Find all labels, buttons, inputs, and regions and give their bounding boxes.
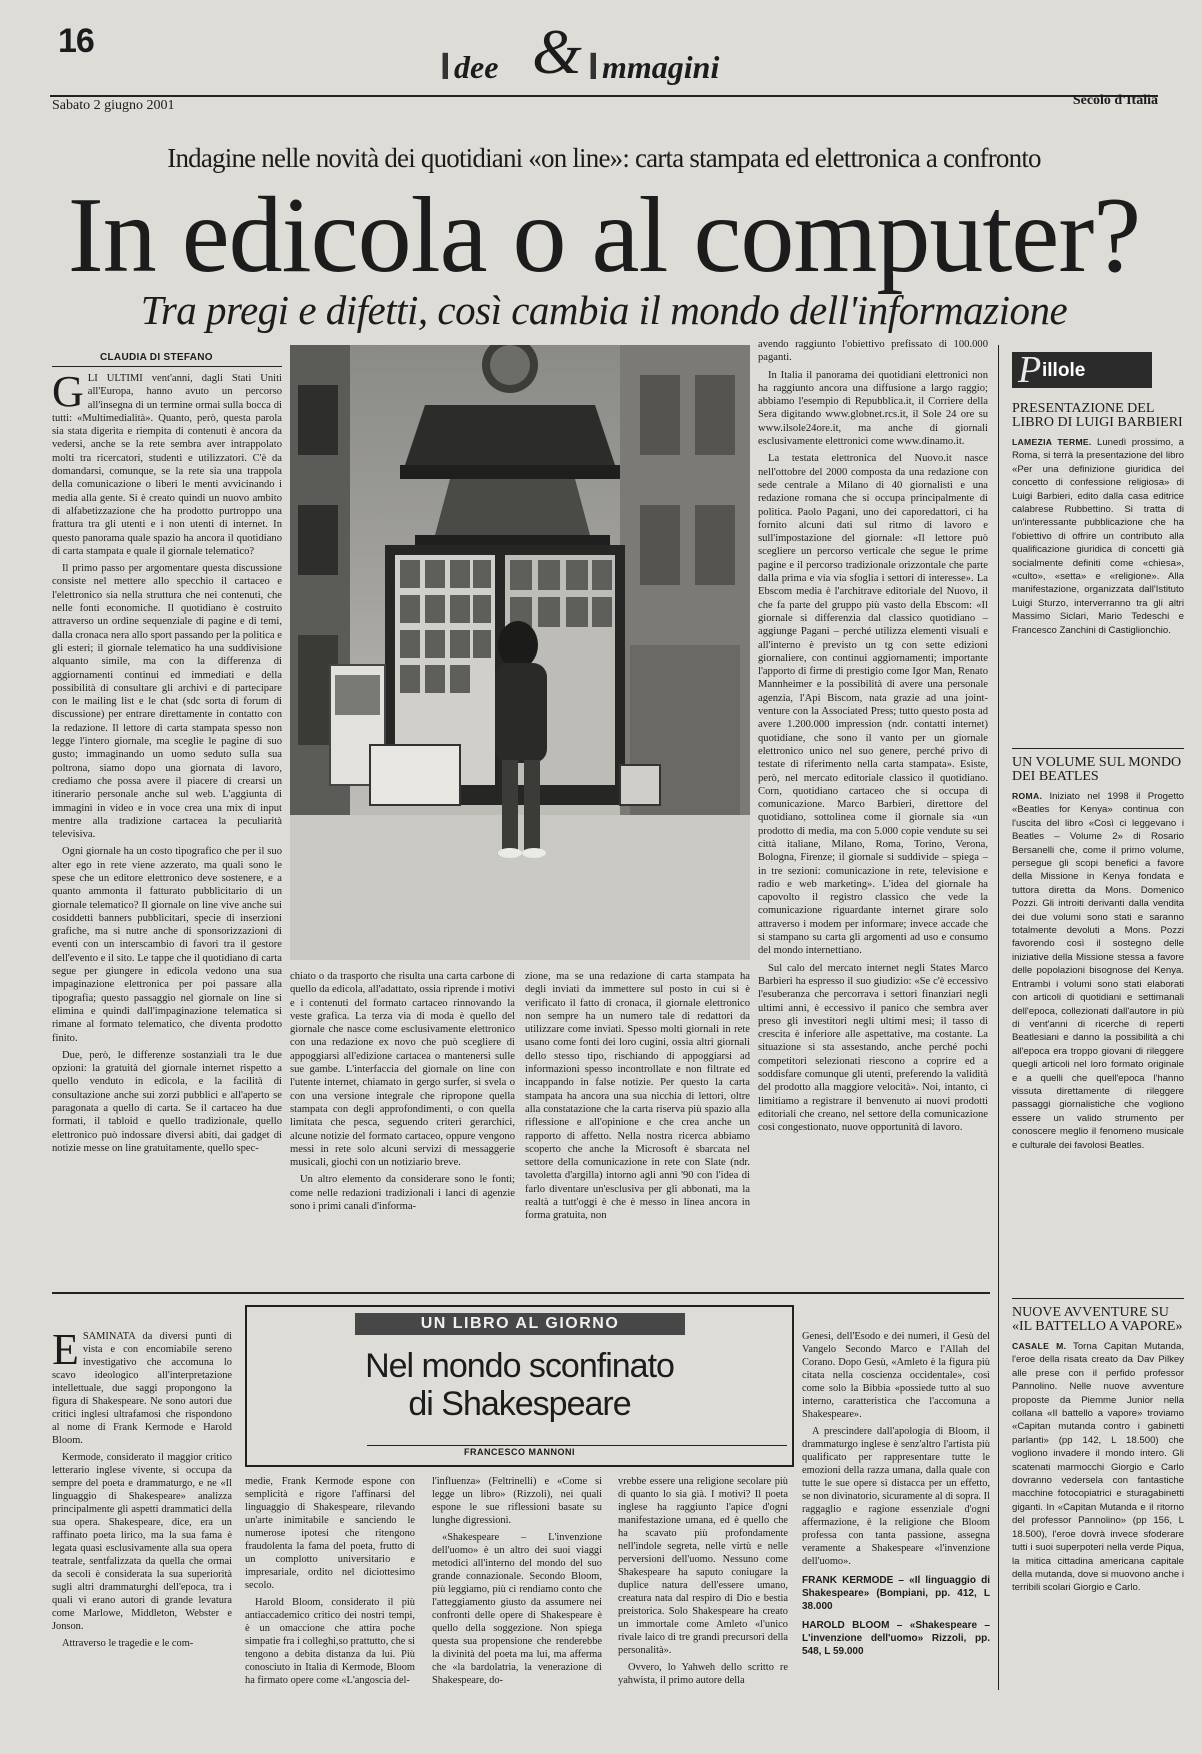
kiosk-illustration — [290, 345, 750, 960]
article-paragraph: Il primo passo per argomentare questa discussione consiste nel mettere allo specchio il cartaceo e l'elettronico sia nella struttura che nei contenuti, che nelle fonti economiche. Il quotidiano è costruito attraverso un ordine sequenziale di pagine e di temi, dalla cronaca nera allo sport passando per la politica e gli esteri; il giornale telematico ha una suddivisione alquanto simile, ma con la differenza di aggiornamenti continui ed immediati e della possibilità di consultare gli archivi e di partecipare con le mailing list e le chat (sdc sorta di forum di discussione) per entrare direttamente in contatto con la redazione. Il lettore di carta stampata spesso non legge l'intero giornale, ma sceglie le pagine di suo gusto; immaginando un uomo seduto sulla sua poltrona, siamo dopo una giornata di lavoro, crediamo che possa avere il piacere di crearsi un itinerario personale anche sul web. L'aggiunta di immagini in video e in voce crea una mix di input mentre alla tradizione cartacea la peculiarità televisiva. — [52, 563, 282, 841]
pillole-item — [1012, 1306, 1184, 1595]
sidebar-divider — [998, 345, 999, 1690]
pillole-item-title: UN VOLUME SUL MONDO DEI BEATLES — [1012, 755, 1182, 784]
pillole-item — [1012, 402, 1184, 637]
book-paragraph: l'influenza» (Feltrinelli) e «Come si legge un libro» (Rizzoli), nei quali espone le sue riflessioni basate su lunghe digressioni. — [432, 1476, 602, 1526]
sidebar-rule — [1012, 1298, 1184, 1299]
book-paragraph: Attraverso le tragedie e le com- — [62, 1638, 194, 1649]
book-author-rule — [367, 1445, 787, 1446]
section-title-word-2: mmagini — [602, 49, 720, 85]
article-paragraph: avendo raggiunto l'obiettivo prefissato di 100.000 paganti. — [758, 339, 988, 364]
pillole-logo — [1012, 349, 1152, 391]
section-title-word-1: dee — [454, 49, 499, 85]
book-banner-label: UN LIBRO AL GIORNO — [420, 1315, 620, 1332]
issue-date: Sabato 2 giugno 2001 — [52, 98, 175, 113]
book-paragraph: Kermode, considerato il maggior critico letterario inglese vivente, si occupa da sempre del poeta e drammaturgo, e ne «Il linguaggio di Shakespeare» analizza principalmente gli aspetti drammatici della sua opera. Shakespeare, dice, era un raffinato poeta lirico, ma la sua fama è legata quasi esclusivamente alla sua opera teatrale, sentfalizzata da quella che ormai da secoli è considerata la sua superiorità sugli altri drammaturghi dell'epoca, tra i quali vi erano autori di grande levatura come Marlowe, Middleton, Webster e Jonson. — [52, 1452, 232, 1632]
book-title — [247, 1347, 792, 1423]
pillole-item-title: PRESENTAZIONE DEL LIBRO DI LUIGI BARBIERI — [1012, 401, 1183, 430]
book-title-line: di Shakespeare — [408, 1385, 631, 1423]
pillole-item-body: Torna Capitan Mutanda, l'eroe della risata creato da Dav Pilkey alle prese con il perfido professor Pannolino. Nelle nuove avventure proposte da Piemme Junior nella collana «Il battello a vapore» troviamo «Capitan mutanda contro i gabinetti parlanti» (pp 142, L 18.500) che vogliono invadere il mondo intero. Gli scatenati marmocchi Giorgio e Carlo dovranno vedersela con fantastiche macchine fotocopiatrici e sturagabinetti giganti. In «Capitan Mutanda e il ritorno del professor Pannolino» (pp 156, L 18.500), l'eroe dovrà invece sfoderare tutti i suoi superpoteri nella verde Piqua, la mitica cittadina americana capitale della mutanda, dove si muovono anche i terribili scolari Giorgio e Carlo. — [1012, 1341, 1185, 1594]
pillole-item-title: NUOVE AVVENTURE SU «IL BATTELLO A VAPORE» — [1012, 1305, 1183, 1334]
book-paragraph: Genesi, dell'Esodo e dei numeri, il Gesù del Vangelo Secondo Marco e l'Allah del Corano. Dopo Gesù, «Amleto è la figura più citata nella coscienza occidentale», così come solo la Bibbia «possiede tutto al suo interno, caratteristica che l'accomuna a Shakespeare». — [802, 1331, 990, 1420]
section-title-initial-1: I — [440, 46, 451, 88]
book-column-3 — [432, 1475, 602, 1705]
article-paragraph: chiato o da trasporto che risulta una carta carbone di quello da edicola, all'adattato, ossia riprende i motivi e i contenuti del formato cartaceo rinnovando la veste grafica. La terza via di moda è quello del giornale che nasce come esclusivamente elettronico con una redazione ex novo che può scegliere di appoggiarsi all'edizione cartacea o mantenersi sulle sue gambe. L'interfaccia del giornale on line con l'utente internet, chiamato in gergo surfer, si svela o con una versione integrale che ripropone quella stampata con degli approfondimenti, o con quella limitata che pesca, seguendo criteri gerarchici, alcune notizie del formato cartaceo, oppure vengono messi in rete solo alcuni servizi di messaggerie musicali, giochi con un notiziario breve. — [290, 971, 515, 1169]
pillole-item-body: Lunedì prossimo, a Roma, si terrà la presentazione del libro «Per una definizione giuridica del concetto di confessione religiosa» di Luigi Barbieri, edito dalla casa editrice calabrese Rubbettino. Si tratta di un'interessante pubblicazione che ha l'obiettivo di offrire un contributo alla qualificazione giuridica di concetti già socialmente definiti come «chiesa», «culto», «setta» e «religione». Alla manifestazione, organizzata dall'Istituto Luigi Sturzo, interverranno tra gli altri Massimo Siclari, Mario Tedeschi e Francesco Zanchini di Castiglionchio. — [1012, 437, 1184, 636]
pillole-item-body: Iniziato nel 1998 il Progetto «Beatles for Kenya» continua con l'uscita del libro «Così ci leggevano i Beatles – Volume 2» di Rosario Bersanelli che, come il primo volume, persegue gli scopi benefici a favore della Missione in Kenya fondata e tuttora diretta da Mons. Domenico Pozzi. Gli introiti derivanti dalla vendita dei due volumi sono stati e saranno totalmente devoluti a Mons. Pozzi favorendo così il sostegno delle iniziative della Missione stessa a favore delle popolazioni bisognose del Kenya. Entrambi i volumi sono stati elaborati con articoli di quotidiani e settimanali dell'epoca, collezionati dall'autore in più di vent'anni di ricerche di reperti Beatlesiani e danno la possibilità a chi all'epoca era troppo giovani di rileggere quegli articoli nel loro formato originale e a quelli che quell'epoca l'hanno vissuta direttamente di rileggere passaggi giornalistiche che vogliono essere un valido strumento per conoscere meglio il fenomeno musicale e culturale dei favolosi Beatles. — [1012, 791, 1184, 1151]
book-banner — [355, 1313, 685, 1335]
article-column-1 — [52, 372, 282, 1282]
header-rule — [50, 95, 1158, 97]
pillole-item-lead: LAMEZIA TERME. — [1012, 437, 1092, 447]
book-title-line: Nel mondo sconfinato — [365, 1347, 674, 1385]
article-paragraph: Due, però, le differenze sostanziali tra le due opzioni: la gratuità del giornale internet rispetto a quello venduto in edicola, e la facilità di consultazione anche sui zorzi pubblici e all'aperto se paragonata a quello di carta. Se il cartaceo ha due formati, il tabloid e quello tradizionale, quello elettronico può indossare diversi abiti, dai gadget di notizie messe on line gratuitamente, quello spec- — [52, 1049, 282, 1154]
sidebar-rule — [1012, 748, 1184, 749]
article-paragraph: Sul calo del mercato internet negli States Marco Barbieri ha espresso il suo giudizio: «Se c'è eccessivo l'esuberanza che percorrava i settori finanziari negli ultimi anni, è eccessivo il panico che sembra aver preso gli investitori negli ultimi mesi; il tasso di crescita è inferiore alle aspettative, ma costante. La situazione si sta assestando, anche perché pochi competitori selezionati riescono a coprire ed a soddisfare comunque gli utenti, preferendo la validità del prodotto alla maggiore velocità». Noi, intanto, ci limitiamo a registrare il benvenuto ai nuovi prodotti editoriali che creano, nel settore della comunicazione così congestionato, nuove opportunità di lavoro. — [758, 962, 988, 1134]
pillole-item — [1012, 756, 1184, 1152]
book-column-1 — [52, 1330, 232, 1705]
article-column-2 — [290, 970, 515, 1282]
section-title — [440, 18, 800, 88]
book-dropcap: E — [52, 1330, 79, 1374]
section-title-initial-2: I — [588, 46, 599, 88]
book-paragraph: medie, Frank Kermode espone con semplicità e rigore l'affinarsi del linguaggio di Shakespeare, rilevando un'arte inimitabile e sanciendo le numerose ipotesi che ritengono fraudolenta la fama del poeta, frutto di un complotto universitario e impresariale, ordito nel diciottesimo secolo. — [245, 1476, 415, 1591]
article-dropcap: G — [52, 372, 84, 416]
book-paragraph: A prescindere dall'apologia di Bloom, il drammaturgo inglese è senz'altro l'artista più qualificato per rappresentare tutte le emozioni della razza umana, dalla quale con tutte le sue opere si distacca per un effetto, se non divinatorio, sicuramente al di sopra. Il raggaglio e ragione essenziale d'ogni affermazione, è la religione che Bloom professa con tanta passione, assegna veramente a Shakespeare «l'invenzione dell'uomo». — [802, 1426, 990, 1567]
headline-title: In edicola o al computer? — [67, 176, 1141, 295]
book-column-5 — [802, 1330, 990, 1705]
book-column-2 — [245, 1475, 415, 1705]
book-reference: HAROLD BLOOM – «Shakespeare – L'invenzione dell'uomo» Rizzoli, pp. 548, L 59.000 — [802, 1620, 990, 1657]
article-column-3 — [525, 970, 750, 1282]
book-paragraph: Harold Bloom, considerato il più antiaccademico critico dei nostri tempi, è un omaccione che attira poche simpatie fra i colleghi,so prattutto, che si tengono a debita distanza da lui. Più conosciuto in Italia di Kermode, Bloom ha firmato opere come «L'angoscia del- — [245, 1597, 415, 1686]
pillole-logo-text: illole — [1042, 360, 1086, 381]
book-lead: SAMINATA da diversi punti di vista e con encomiabile sereno investigativo che accomuna lo scavo ideologico all'interpretazione intellettuale, due saggi propongono la figura di Shakespeare. Ne sono autori due critici inglesi ultrafamosi che rispondono al nome di Frank Kermode e Harold Bloom. — [52, 1331, 232, 1446]
book-column-4 — [618, 1475, 788, 1705]
pillole-logo-initial: P — [1018, 349, 1042, 391]
article-paragraph: Ogni giornale ha un costo tipografico che per il suo alter ego in rete viene azzerato, ma quali sono le spese che un editore elettronico deve sostenere, e a quanto ammonta il fatturato pubblicitario di un giornale telematico? Il giornale on line vive anche sui cosiddetti banners pubblicitari, specie di inserzioni grafiche, ma si nutre anche di sponsorizzazioni di eventi con un interscambio di favori tra il gestore dell'evento e il sito. Le tappe che il quotidiano di carta segue per giungere in edicola vedono una sua impaginazione elettronica per poi passare alla tipografia; questo passaggio nel giornale on line si elimina e quindi dall'impaginazione telematica si rimane al formato telematico, che diventa prodotto finito. — [52, 846, 282, 1044]
byline: CLAUDIA DI STEFANO — [100, 352, 213, 363]
book-section-rule — [52, 1292, 990, 1294]
article-column-4 — [758, 338, 988, 1282]
byline-rule — [52, 366, 282, 367]
page-number: 16 — [58, 22, 94, 60]
article-paragraph: In Italia il panorama dei quotidiani elettronici non ha raggiunto ancora una diffusione a largo raggio; abbiamo l'esempio di Repubblica.it, il Corriere della Sera digitando www.globnet.rcs.it, il Sole 24 ore su www.ilsole24ore.it, ma anche di giornali esclusivamente elettronici come www.dinamo.it. — [758, 369, 988, 448]
article-paragraph: Un altro elemento da considerare sono le fonti; come nelle redazioni tradizionali i lanci di agenzie sono i primi canali d'informa- — [290, 1174, 515, 1213]
newspaper-name: Secolo d'Italia — [1072, 93, 1158, 108]
article-paragraph: La testata elettronica del Nuovo.it nasce nell'ottobre del 2000 composta da una redazione con sede centrale a Milano di 40 giornalisti e una redazione romana che si occupa principalmente di politica. Paolo Pagani, uno dei caporedattori, ci ha fornito alcuni dati sul ritmo di lavoro e sull'impostazione del giornale: «Il lettore può scegliere un percorso verticale che segue le prime pagine e il percorso tradizionale orizzontale che parte dalla prima e via via sfoglia i settori di interesse». La Ebscom media è l'architrave editoriale del Nuovo, il che fa parte del gruppo più vasto della Ebscom: «Il giornale si differenzia dal classico quotidiano – aggiunge Pagani – perché utilizza elementi visuali e all'interno è previsto un tg con sette edizioni giornaliere, con continui aggiornamenti; importante l'apporto di firme di prestigio come Igor Man, Renato Mannheimer e la possibilità di avere una personale agenzia, l'Api Biscom, nata grazie ad una joint-venture con la Associated Press; tutto questo posta ad avere 1.200.000 impression (ndr. contatti internet) quotidiane, che sono il vanto per un giornale elettronico unico nel suo genere, perché privo di testate di riferimento nella carta stampata». Esiste, però, nel mercato editoriale classico il quotidiano. Corn, quotidiano cartaceo che si occupa di comunicazione. Marco Barbieri, direttore del quotidiano, sottolinea come il giornale sia «un prodotto di media, ma con 5.000 copie vendute su sei città italiane, Milano, Roma, Torino, Verona, Bologna, Firenze; il giornale si suddivide – spiega – in tre sezioni: comunicazione in rete, televisione e radio e web marketing». L'idea del giornale ha capovolto il registro classico che vede la comunicazione riguardante internet girare solo attraverso i modem per informare; invece accade che si stampano su carta gli argomenti ad uso e consumo del mondo internettiano. — [758, 453, 988, 957]
pillole-item-lead: ROMA. — [1012, 791, 1043, 801]
book-paragraph: Ovvero, lo Yahweh dello scritto re yahwista, il primo autore della — [618, 1662, 788, 1686]
pillole-item-lead: CASALE M. — [1012, 1341, 1067, 1351]
article-lead: LI ULTIMI vent'anni, dagli Stati Uniti all'Europa, hanno avuto un percorso all'insegna di un termine ormai sulla bocca di tutti: «Multimedialità». Quanto, però, questa parola sia stata digerita e riempita di contenuti è ancora da vedersi, anche se la rete sembra aver intrappolato molti tra ricercatori, studenti e utilizzatori. C'è da domandarsi, comunque, se la rete sia una trappola della comunicazione o liberi le menti avvicinando i media alla gente. Si è creato quindi un nuovo ambito di alfabetizzazione che ha prodotto purtroppo una frattura tra gli utenti e i non utenti di internet. In questo panorama quale spazio ha ancora il quotidiano di carta stampata e quale il giornale telematico? — [52, 373, 282, 557]
book-paragraph: «Shakespeare – L'invenzione dell'uomo» è un altro dei suoi viaggi metodici all'interno del mondo del suo grande connazionale. Secondo Bloom, più leggiamo, più ci rendiamo conto che l'atteggiamento giusto da assumere nei confronti delle opere di Shakespeare è quello della soggezione. Non spiega questa sua propensione che renderebbe la divinità del poeta ma lui, ma afferma che «la bardolatria, la venerazione di Shakespeare, do- — [432, 1532, 602, 1686]
book-paragraph: vrebbe essere una religione secolare più di quanto lo sia già. I motivi? Il poeta inglese ha raggiunto l'apice d'ogni manifestazione umana, ed è quello che ha scavato più profondamente nell'indole segreta, nelle virtù e nelle perversioni dell'uomo. Nessuno come Shakespeare ha saputo coniugare la duplice natura dell'essere umano, creatura nata dal respiro di Dio e bestia preistorica. Solo Shakespeare ha creato un immortale come Amleto «l'unico rivale laico di tre grandi precursori della personalità». — [618, 1476, 788, 1656]
book-box — [245, 1305, 794, 1467]
section-title-ampersand: & — [532, 16, 582, 87]
kiosk-photo — [290, 345, 750, 960]
article-paragraph: zione, ma se una redazione di carta stampata ha degli inviati da immettere sul posto in cui si è verificato il fatto di cronaca, il giornale elettronico non sempre ha un numero tale di redattori da utilizzare come inviati. Spesso molti giornali in rete usano come fonti dei loro cugini, ossia altri giornali dello stesso tipo, rischiando di appoggiarsi ad informazioni spesso incontrollate e non filtrate ed incappando in false notizie. Per questo la carta stampata ha ancora una sua nicchia di lettori, oltre alla constatazione che la carta riserva più spazio alla riflessione e all'opinione e che crea anche un rapporto di affetto. Nella nostra ricerca abbiamo scoperto che anche la Microsoft è sbarcata nel settore della comunicazione in rete con Slate (ndr. tavoletta d'argilla) intorno agli anni '90 con l'idea di farlo diventare un'esclusiva per gli abbonati, ma la realtà a tutt'oggi è che è messo in linea ancora in forma gratuita, non — [525, 971, 750, 1222]
headline-subtitle: Tra pregi e difetti, così cambia il mondo dell'informazione — [140, 287, 1068, 333]
book-reference: FRANK KERMODE – «Il linguaggio di Shakespeare» (Bompiani, pp. 412, L 38.000 — [802, 1575, 990, 1612]
headline-kicker: Indagine nelle novità dei quotidiani «on line»: carta stampata ed elettronica a confronto — [167, 143, 1041, 173]
book-author: FRANCESCO MANNONI — [464, 1447, 575, 1457]
